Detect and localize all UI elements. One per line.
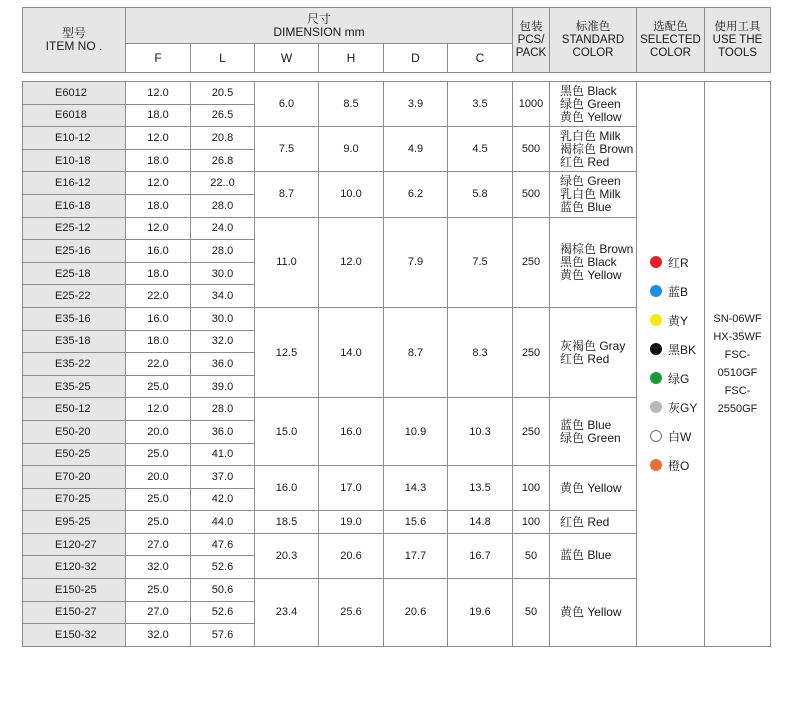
model-cell: E70-25 [23, 488, 126, 511]
f-cell: 18.0 [126, 330, 191, 353]
l-cell: 26.8 [191, 149, 255, 172]
color-dot-icon [650, 401, 662, 413]
c-cell: 13.5 [448, 466, 513, 511]
selected-color-label: 橙O [668, 458, 690, 473]
standard-color-cell [550, 307, 637, 397]
standard-color-cell [550, 398, 637, 466]
pack-cell: 50 [513, 533, 550, 578]
data-table [22, 81, 771, 647]
model-cell: E150-32 [23, 624, 126, 647]
tools-en2: TOOLS [718, 46, 757, 59]
model-cell: E70-20 [23, 466, 126, 489]
pack-cell: 500 [513, 127, 550, 172]
l-cell: 28.0 [191, 240, 255, 263]
l-cell: 47.6 [191, 533, 255, 556]
h-cell: 17.0 [319, 466, 384, 511]
sel-color-en2: COLOR [650, 46, 691, 59]
l-cell: 36.0 [191, 420, 255, 443]
d-cell: 6.2 [384, 172, 448, 217]
col-header-f: F [126, 44, 191, 73]
header-table [22, 7, 771, 73]
w-cell: 6.0 [255, 82, 319, 127]
pack-cell: 1000 [513, 82, 550, 127]
dimension-cn: 尺寸 [306, 11, 331, 26]
h-cell: 16.0 [319, 398, 384, 466]
d-cell: 3.9 [384, 82, 448, 127]
selected-color-label: 蓝B [668, 284, 689, 299]
c-cell: 4.5 [448, 127, 513, 172]
standard-color-entry: 灰褐色 Gray [560, 338, 626, 353]
standard-color-entry: 绿色 Green [560, 430, 621, 445]
selected-color-item [650, 339, 696, 359]
c-cell: 14.8 [448, 511, 513, 534]
standard-color-cell [550, 579, 637, 647]
col-header-l: L [191, 44, 255, 73]
l-cell: 34.0 [191, 285, 255, 308]
standard-color-cell [550, 217, 637, 307]
tool-name: FSC-0510GF [717, 348, 758, 379]
color-dot-icon [650, 256, 662, 268]
item-no-cn: 型号 [61, 26, 86, 40]
standard-color-entry: 蓝色 Blue [560, 548, 612, 563]
color-dot-icon [650, 314, 662, 326]
l-cell: 22..0 [191, 172, 255, 195]
standard-color-entry: 黑色 Black [560, 83, 617, 98]
l-cell: 28.0 [191, 398, 255, 421]
standard-color-entry: 红色 Red [560, 514, 610, 529]
f-cell: 20.0 [126, 420, 191, 443]
standard-color-entry: 红色 Red [560, 154, 610, 169]
w-cell: 18.5 [255, 511, 319, 534]
l-cell: 20.8 [191, 127, 255, 150]
l-cell: 26.5 [191, 104, 255, 127]
f-cell: 22.0 [126, 285, 191, 308]
std-color-cn: 标准色 [575, 20, 611, 33]
l-cell: 50.6 [191, 579, 255, 602]
table-row [23, 82, 771, 105]
f-cell: 20.0 [126, 466, 191, 489]
h-cell: 19.0 [319, 511, 384, 534]
c-cell: 16.7 [448, 533, 513, 578]
standard-color-entry: 蓝色 Blue [560, 417, 612, 432]
standard-color-cell [550, 127, 637, 172]
standard-color-entry: 蓝色 Blue [560, 199, 612, 214]
standard-color-entry: 乳白色 Milk [560, 186, 621, 201]
f-cell: 12.0 [126, 217, 191, 240]
d-cell: 17.7 [384, 533, 448, 578]
pack-cell: 250 [513, 307, 550, 397]
selected-color-cell [637, 82, 705, 647]
c-cell: 10.3 [448, 398, 513, 466]
standard-color-header [550, 8, 637, 73]
model-cell: E120-32 [23, 556, 126, 579]
l-cell: 20.5 [191, 82, 255, 105]
h-cell: 8.5 [319, 82, 384, 127]
w-cell: 7.5 [255, 127, 319, 172]
standard-color-cell [550, 511, 637, 534]
l-cell: 24.0 [191, 217, 255, 240]
standard-color-entry: 褐棕色 Brown [560, 141, 634, 156]
standard-color-cell [550, 466, 637, 511]
pack-cn: 包装 [519, 20, 543, 33]
f-cell: 16.0 [126, 307, 191, 330]
f-cell: 12.0 [126, 398, 191, 421]
model-cell: E10-12 [23, 127, 126, 150]
f-cell: 18.0 [126, 104, 191, 127]
w-cell: 20.3 [255, 533, 319, 578]
pack-cell: 250 [513, 217, 550, 307]
l-cell: 52.6 [191, 556, 255, 579]
model-cell: E25-16 [23, 240, 126, 263]
h-cell: 12.0 [319, 217, 384, 307]
h-cell: 20.6 [319, 533, 384, 578]
f-cell: 18.0 [126, 262, 191, 285]
f-cell: 32.0 [126, 556, 191, 579]
f-cell: 18.0 [126, 194, 191, 217]
d-cell: 15.6 [384, 511, 448, 534]
model-cell: E35-22 [23, 353, 126, 376]
c-cell: 5.8 [448, 172, 513, 217]
f-cell: 12.0 [126, 172, 191, 195]
standard-color-entry: 绿色 Green [560, 96, 621, 111]
f-cell: 25.0 [126, 511, 191, 534]
d-cell: 20.6 [384, 579, 448, 647]
pack-cell: 250 [513, 398, 550, 466]
f-cell: 22.0 [126, 353, 191, 376]
pack-cell: 50 [513, 579, 550, 647]
tool-name: SN-06WF [713, 312, 762, 325]
f-cell: 25.0 [126, 579, 191, 602]
w-cell: 15.0 [255, 398, 319, 466]
model-cell: E25-12 [23, 217, 126, 240]
model-cell: E10-18 [23, 149, 126, 172]
pack-cell: 100 [513, 511, 550, 534]
l-cell: 44.0 [191, 511, 255, 534]
selected-color-label: 黑BK [668, 342, 697, 357]
tool-name: FSC-2550GF [717, 384, 758, 415]
model-cell: E50-12 [23, 398, 126, 421]
f-cell: 25.0 [126, 488, 191, 511]
l-cell: 28.0 [191, 194, 255, 217]
d-cell: 14.3 [384, 466, 448, 511]
color-dot-icon [650, 430, 662, 442]
f-cell: 12.0 [126, 82, 191, 105]
w-cell: 16.0 [255, 466, 319, 511]
pack-header [513, 8, 550, 73]
l-cell: 42.0 [191, 488, 255, 511]
selected-color-label: 白W [668, 429, 692, 444]
w-cell: 12.5 [255, 307, 319, 397]
selected-color-list [637, 252, 704, 475]
l-cell: 52.6 [191, 601, 255, 624]
selected-color-item [650, 252, 689, 272]
model-cell: E25-18 [23, 262, 126, 285]
model-cell: E16-18 [23, 194, 126, 217]
f-cell: 32.0 [126, 624, 191, 647]
tools-cn: 使用工具 [714, 20, 761, 33]
pack-pcs: PCS/ [517, 33, 545, 46]
w-cell: 8.7 [255, 172, 319, 217]
c-cell: 19.6 [448, 579, 513, 647]
pack-cell: 500 [513, 172, 550, 217]
w-cell: 23.4 [255, 579, 319, 647]
l-cell: 36.0 [191, 353, 255, 376]
tools-header [705, 8, 771, 73]
model-cell: E150-27 [23, 601, 126, 624]
d-cell: 7.9 [384, 217, 448, 307]
selected-color-header [637, 8, 705, 73]
h-cell: 25.6 [319, 579, 384, 647]
selected-color-item [650, 368, 689, 388]
selected-color-item [650, 397, 697, 417]
color-dot-icon [650, 343, 662, 355]
col-header-w: W [255, 44, 319, 73]
l-cell: 32.0 [191, 330, 255, 353]
model-cell: E6018 [23, 104, 126, 127]
standard-color-entry: 乳白色 Milk [560, 128, 621, 143]
pack-en: PACK [515, 46, 547, 59]
f-cell: 27.0 [126, 601, 191, 624]
model-cell: E16-12 [23, 172, 126, 195]
f-cell: 25.0 [126, 443, 191, 466]
h-cell: 9.0 [319, 127, 384, 172]
model-cell: E6012 [23, 82, 126, 105]
f-cell: 18.0 [126, 149, 191, 172]
h-cell: 10.0 [319, 172, 384, 217]
d-cell: 4.9 [384, 127, 448, 172]
f-cell: 16.0 [126, 240, 191, 263]
c-cell: 8.3 [448, 307, 513, 397]
h-cell: 14.0 [319, 307, 384, 397]
std-color-en1: STANDARD [561, 33, 625, 46]
model-cell: E120-27 [23, 533, 126, 556]
standard-color-cell [550, 533, 637, 578]
l-cell: 30.0 [191, 307, 255, 330]
sel-color-cn: 选配色 [653, 20, 688, 33]
standard-color-entry: 红色 Red [560, 351, 610, 366]
selected-color-item [650, 281, 688, 301]
f-cell: 25.0 [126, 375, 191, 398]
selected-color-label: 绿G [668, 371, 690, 386]
selected-color-item [650, 455, 689, 475]
standard-color-entry: 黄色 Yellow [560, 109, 622, 124]
color-dot-icon [650, 459, 662, 471]
d-cell: 8.7 [384, 307, 448, 397]
selected-color-label: 灰GY [668, 400, 698, 415]
col-header-c: C [448, 44, 513, 73]
d-cell: 10.9 [384, 398, 448, 466]
l-cell: 37.0 [191, 466, 255, 489]
pack-cell: 100 [513, 466, 550, 511]
dimension-header [126, 8, 513, 44]
standard-color-entry: 黄色 Yellow [560, 604, 622, 619]
model-cell: E50-25 [23, 443, 126, 466]
selected-color-item [650, 426, 691, 446]
model-cell: E50-20 [23, 420, 126, 443]
l-cell: 41.0 [191, 443, 255, 466]
c-cell: 7.5 [448, 217, 513, 307]
dimension-en: DIMENSION mm [273, 24, 365, 39]
item-no-header [23, 8, 126, 73]
col-header-h: H [319, 44, 384, 73]
l-cell: 39.0 [191, 375, 255, 398]
model-cell: E150-25 [23, 579, 126, 602]
l-cell: 57.6 [191, 624, 255, 647]
model-cell: E35-25 [23, 375, 126, 398]
model-cell: E95-25 [23, 511, 126, 534]
standard-color-entry: 黑色 Black [560, 254, 617, 269]
standard-color-entry: 绿色 Green [560, 173, 621, 188]
tools-cell [705, 82, 771, 647]
tool-name: HX-35WF [713, 330, 762, 343]
model-cell: E35-18 [23, 330, 126, 353]
standard-color-cell [550, 82, 637, 127]
model-cell: E25-22 [23, 285, 126, 308]
color-dot-icon [650, 372, 662, 384]
l-cell: 30.0 [191, 262, 255, 285]
standard-color-cell [550, 172, 637, 217]
w-cell: 11.0 [255, 217, 319, 307]
c-cell: 3.5 [448, 82, 513, 127]
selected-color-label: 红R [668, 255, 689, 270]
f-cell: 27.0 [126, 533, 191, 556]
tools-en1: USE THE [712, 33, 763, 46]
selected-color-label: 黄Y [668, 313, 689, 328]
sel-color-en1: SELECTED [640, 33, 701, 46]
selected-color-item [650, 310, 688, 330]
model-cell: E35-16 [23, 307, 126, 330]
col-header-d: D [384, 44, 448, 73]
std-color-en2: COLOR [572, 46, 614, 59]
color-dot-icon [650, 285, 662, 297]
item-no-en: ITEM NO . [45, 39, 103, 53]
standard-color-entry: 褐棕色 Brown [560, 241, 634, 256]
f-cell: 12.0 [126, 127, 191, 150]
standard-color-entry: 黄色 Yellow [560, 480, 622, 495]
standard-color-entry: 黄色 Yellow [560, 267, 622, 282]
